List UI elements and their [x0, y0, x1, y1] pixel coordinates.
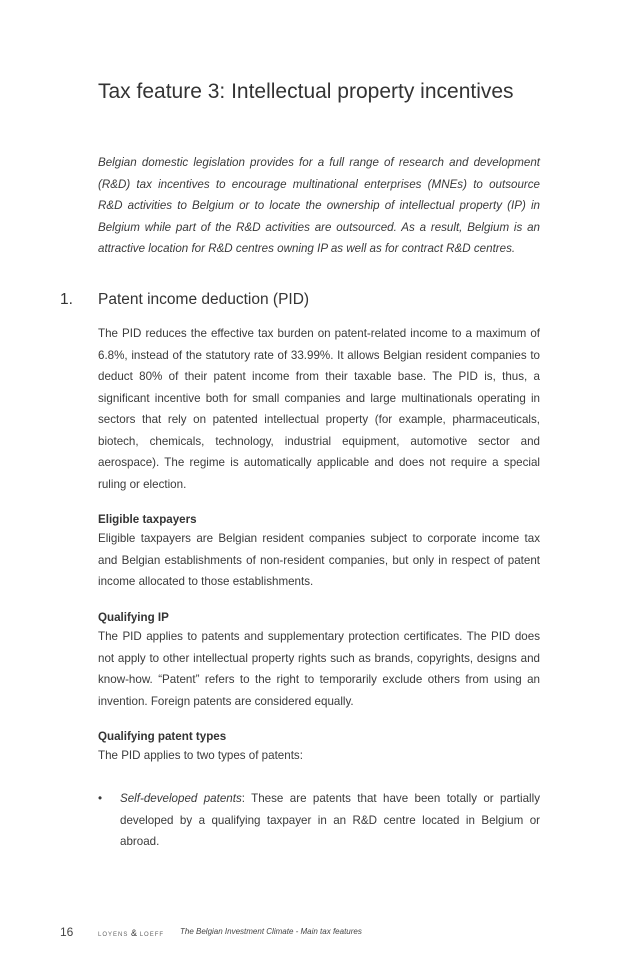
- footer-document-title: The Belgian Investment Climate - Main tax features: [180, 927, 362, 936]
- qualifying-patent-types-heading: Qualifying patent types: [98, 730, 227, 743]
- logo-ampersand: &: [131, 928, 138, 938]
- qualifying-patent-types-body: The PID applies to two types of patents:: [98, 749, 303, 762]
- bullet-term: Self-developed patents: [120, 792, 242, 805]
- qualifying-ip-body: The PID applies to patents and supplementary protection certificates. The PID does not apply to other intellectual property rights such as brands, copyrights, designs and know-how. “Patent” refers to the right to temporarily exclude others from using an invention. Foreign patents are considered equally.: [98, 630, 540, 708]
- bullet-item: [120, 788, 540, 853]
- bullet-description: : These are patents that have been totally or partially developed by a qualifying taxpayer in an R&D centre located in Belgium or abroad.: [120, 792, 540, 848]
- logo-right: LOEFF: [139, 932, 165, 938]
- eligible-taxpayers-body: Eligible taxpayers are Belgian resident companies subject to corporate income tax and Belgian establishments of non-resident companies, but only in respect of patent income allocated to those establishments.: [98, 532, 540, 588]
- section-title: Patent income deduction (PID): [98, 291, 310, 308]
- section-number: 1.: [60, 291, 73, 308]
- page-title: Tax feature 3: Intellectual property incentives: [98, 80, 514, 103]
- logo-left: LOYENS: [98, 932, 129, 938]
- page-number: 16: [60, 925, 74, 939]
- intro-paragraph: Belgian domestic legislation provides for a full range of research and development (R&D) tax incentives to encourage multinational enterprises (MNEs) to outsource R&D activities to Belgium or to locate the ownership of intellectual property (IP) in Belgium while part of the R&D activities are outsourced. As a result, Belgium is an attractive location for R&D centres owning IP as well as for contract R&D centres.: [98, 156, 540, 255]
- qualifying-ip-heading: Qualifying IP: [98, 611, 169, 624]
- section-body: The PID reduces the effective tax burden on patent-related income to a maximum of 6.8%, instead of the statutory rate of 33.99%. It allows Belgian resident companies to deduct 80% of their patent income from their taxable base. The PID is, thus, a significant incentive both for small companies and large multinationals operating in sectors that rely on patented intellectual property (for example, pharmaceuticals, biotech, chemicals, technology, industrial equipment, automotive sector and aerospace). The regime is automatically applicable and does not require a special ruling or election.: [98, 327, 540, 491]
- publisher-logo: [98, 928, 164, 938]
- eligible-taxpayers-heading: Eligible taxpayers: [98, 513, 197, 526]
- bullet-marker: •: [98, 792, 103, 805]
